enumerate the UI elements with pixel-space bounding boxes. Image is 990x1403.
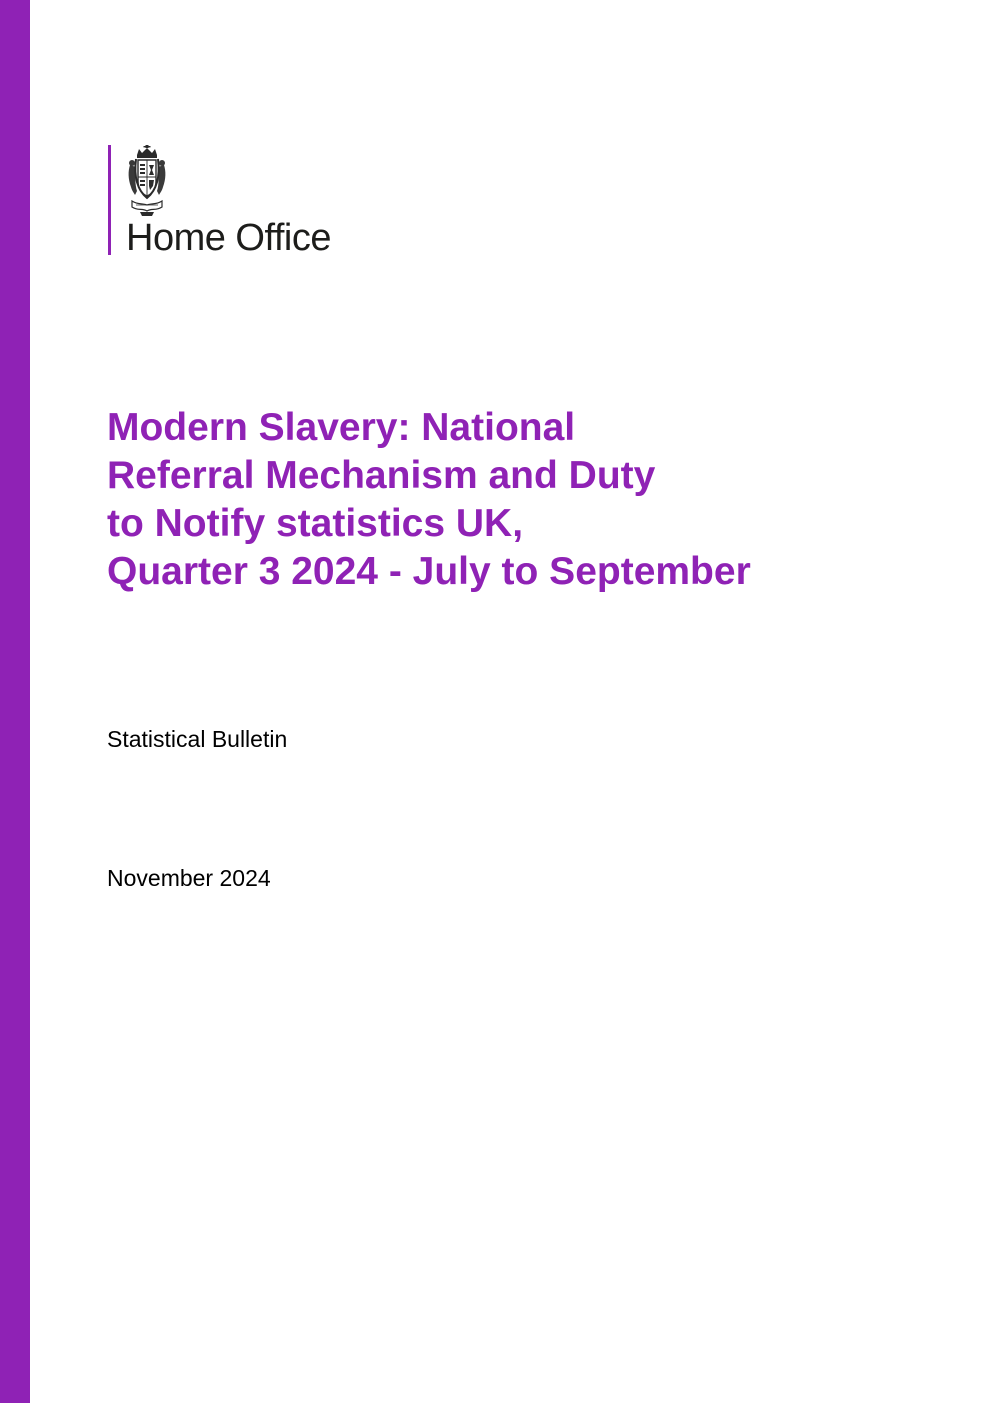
royal-crest-icon — [126, 145, 168, 217]
organisation-name: Home Office — [126, 217, 331, 259]
document-title-line: Referral Mechanism and Duty — [107, 454, 656, 497]
logo-divider-rule — [108, 145, 111, 255]
document-title-line: Quarter 3 2024 - July to September — [107, 550, 751, 593]
home-office-logo — [108, 145, 378, 257]
document-title-line: Modern Slavery: National — [107, 406, 576, 449]
document-title — [107, 404, 927, 596]
document-title-line: to Notify statistics UK, — [107, 502, 524, 545]
publication-date: November 2024 — [107, 865, 271, 891]
side-accent-bar — [0, 0, 30, 1403]
document-type: Statistical Bulletin — [107, 726, 288, 752]
